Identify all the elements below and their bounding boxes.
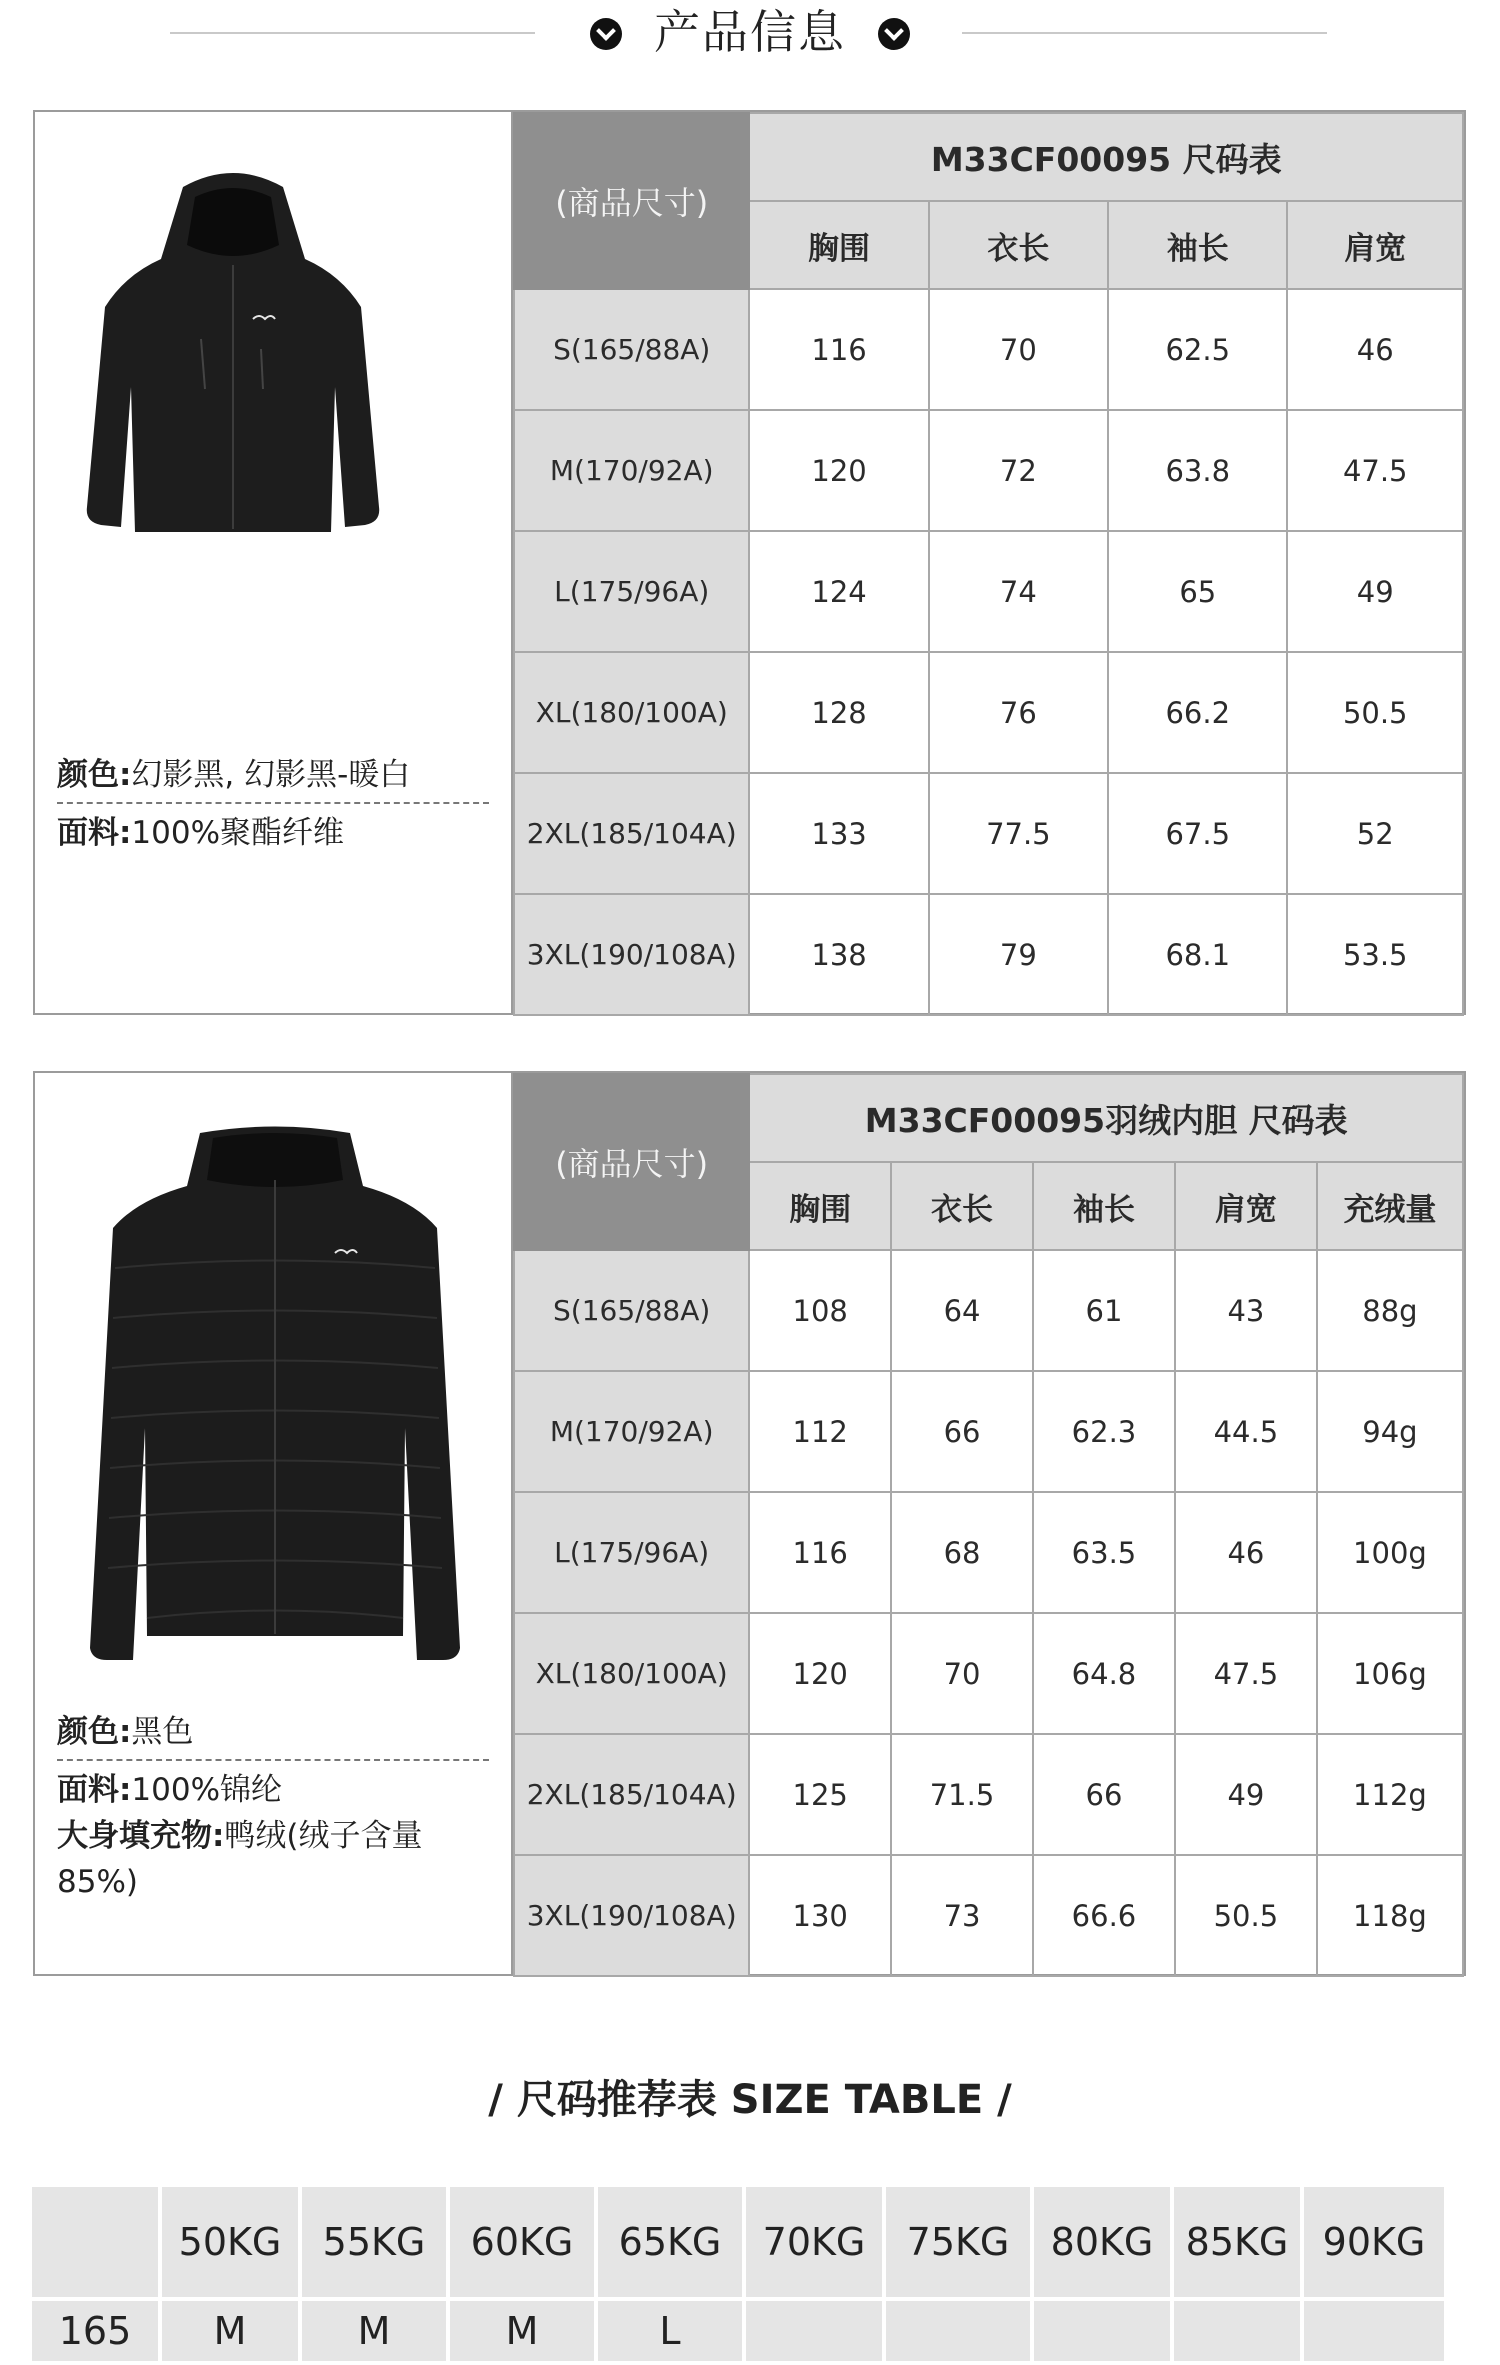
column-header: 胸围 — [749, 201, 928, 289]
table-cell: M — [450, 2301, 594, 2361]
table-cell: 100g — [1317, 1492, 1463, 1613]
table-cell: 47.5 — [1175, 1613, 1317, 1734]
weight-header: 70KG — [746, 2187, 882, 2297]
table-row — [514, 531, 1463, 652]
weight-header: 65KG — [598, 2187, 742, 2297]
table-row — [514, 1492, 1463, 1613]
height-label: 165 — [32, 2301, 158, 2361]
table-cell: M — [162, 2301, 298, 2361]
weight-header: 85KG — [1174, 2187, 1300, 2297]
fabric-label: 面料: — [57, 815, 132, 851]
table-cell: 66.2 — [1108, 652, 1287, 773]
table-cell: 61 — [1033, 1250, 1175, 1371]
section-header — [0, 0, 1500, 70]
table-cell: 46 — [1287, 289, 1463, 410]
table-cell: 112g — [1317, 1734, 1463, 1855]
size-chart-jacket — [33, 110, 1466, 1015]
table-row — [514, 652, 1463, 773]
size-chart-down-liner — [33, 1071, 1466, 1976]
color-line — [57, 1709, 489, 1755]
dashed-divider — [57, 1759, 489, 1761]
size-label: M(170/92A) — [514, 410, 749, 531]
table-cell: 124 — [749, 531, 928, 652]
column-header: 充绒量 — [1317, 1162, 1463, 1250]
table-cell: 66 — [1033, 1734, 1175, 1855]
size-label: L(175/96A) — [514, 1492, 749, 1613]
table-cell: 49 — [1287, 531, 1463, 652]
size-table-2 — [513, 1073, 1464, 1977]
size-label: M(170/92A) — [514, 1371, 749, 1492]
table-cell: 128 — [749, 652, 928, 773]
table-cell: 64 — [891, 1250, 1033, 1371]
table-cell: 68.1 — [1108, 894, 1287, 1015]
table-cell: 50.5 — [1287, 652, 1463, 773]
table-row — [514, 1371, 1463, 1492]
chart-title: M33CF00095 尺码表 — [749, 113, 1463, 201]
table-row — [514, 1613, 1463, 1734]
table-cell: 43 — [1175, 1250, 1317, 1371]
table-cell: 94g — [1317, 1371, 1463, 1492]
table-cell — [746, 2301, 882, 2361]
table-cell: 71.5 — [891, 1734, 1033, 1855]
table-row — [514, 773, 1463, 894]
table-cell: 72 — [929, 410, 1108, 531]
table-row — [514, 1734, 1463, 1855]
table-cell: 77.5 — [929, 773, 1108, 894]
size-table-1 — [513, 112, 1464, 1016]
table-cell: 47.5 — [1287, 410, 1463, 531]
column-header: 衣长 — [891, 1162, 1033, 1250]
size-label: L(175/96A) — [514, 531, 749, 652]
table-cell: 88g — [1317, 1250, 1463, 1371]
table-cell: 116 — [749, 289, 928, 410]
table-cell: 74 — [929, 531, 1108, 652]
table-cell: 66.6 — [1033, 1855, 1175, 1976]
product-info — [57, 752, 489, 856]
table-cell: 46 — [1175, 1492, 1317, 1613]
table-cell: L — [598, 2301, 742, 2361]
table-cell: 68 — [891, 1492, 1033, 1613]
table-cell: 106g — [1317, 1613, 1463, 1734]
table-cell: 125 — [749, 1734, 891, 1855]
table-row — [514, 894, 1463, 1015]
product-panel — [35, 1073, 513, 1974]
table-cell: 52 — [1287, 773, 1463, 894]
table-cell: 130 — [749, 1855, 891, 1976]
table-row — [514, 1250, 1463, 1371]
table-cell: 49 — [1175, 1734, 1317, 1855]
table-cell: 66 — [891, 1371, 1033, 1492]
weight-header: 55KG — [302, 2187, 446, 2297]
table-cell: 118g — [1317, 1855, 1463, 1976]
table-cell: 120 — [749, 1613, 891, 1734]
size-label: 3XL(190/108A) — [514, 1855, 749, 1976]
hooded-jacket-image — [83, 167, 383, 547]
down-jacket-image — [75, 1128, 475, 1668]
table-cell: 133 — [749, 773, 928, 894]
fabric-value: 100%锦纶 — [131, 1772, 283, 1808]
fabric-line — [57, 1767, 489, 1813]
table-cell: 112 — [749, 1371, 891, 1492]
recommend-title: / 尺码推荐表 SIZE TABLE / — [488, 2077, 1012, 2123]
table-cell: 63.8 — [1108, 410, 1287, 531]
column-header: 袖长 — [1108, 201, 1287, 289]
weight-header: 50KG — [162, 2187, 298, 2297]
table-cell: 62.3 — [1033, 1371, 1175, 1492]
color-label: 颜色: — [57, 757, 132, 793]
weight-header: 60KG — [450, 2187, 594, 2297]
fabric-line — [57, 810, 489, 856]
table-cell: 120 — [749, 410, 928, 531]
fill-label: 大身填充物: — [57, 1818, 225, 1854]
size-column-header: (商品尺寸) — [514, 1074, 749, 1250]
chart-title: M33CF00095羽绒内胆 尺码表 — [749, 1074, 1463, 1162]
color-line — [57, 752, 489, 798]
table-cell: 53.5 — [1287, 894, 1463, 1015]
column-header: 衣长 — [929, 201, 1108, 289]
table-cell: 79 — [929, 894, 1108, 1015]
table-cell: 63.5 — [1033, 1492, 1175, 1613]
table-row — [514, 410, 1463, 531]
table-cell: 64.8 — [1033, 1613, 1175, 1734]
table-row — [32, 2187, 1444, 2297]
column-header: 肩宽 — [1287, 201, 1463, 289]
weight-header: 80KG — [1034, 2187, 1170, 2297]
table-cell: 116 — [749, 1492, 891, 1613]
table-row — [514, 1855, 1463, 1976]
size-label: XL(180/100A) — [514, 652, 749, 773]
size-label: XL(180/100A) — [514, 1613, 749, 1734]
table-cell: 108 — [749, 1250, 891, 1371]
weight-header: 90KG — [1304, 2187, 1444, 2297]
table-cell: 65 — [1108, 531, 1287, 652]
table-cell — [1034, 2301, 1170, 2361]
table-cell — [1174, 2301, 1300, 2361]
weight-header: 75KG — [886, 2187, 1030, 2297]
table-cell: 70 — [891, 1613, 1033, 1734]
product-panel — [35, 112, 513, 1013]
product-info — [57, 1709, 489, 1905]
table-cell: 62.5 — [1108, 289, 1287, 410]
fabric-label: 面料: — [57, 1772, 132, 1808]
header-row — [514, 1074, 1463, 1162]
table-cell: M — [302, 2301, 446, 2361]
fabric-value: 100%聚酯纤维 — [131, 815, 345, 851]
table-cell: 73 — [891, 1855, 1033, 1976]
corner-cell — [32, 2187, 158, 2297]
table-cell — [886, 2301, 1030, 2361]
header-row — [514, 113, 1463, 201]
fill-line — [57, 1813, 489, 1905]
color-value: 幻影黑, 幻影黑-暖白 — [131, 757, 411, 793]
table-cell: 138 — [749, 894, 928, 1015]
table-cell: 50.5 — [1175, 1855, 1317, 1976]
fill-value: 鸭绒(绒子含量85%) — [57, 1818, 423, 1900]
size-label: 2XL(185/104A) — [514, 1734, 749, 1855]
column-header: 肩宽 — [1175, 1162, 1317, 1250]
color-value: 黑色 — [131, 1714, 194, 1750]
size-label: 2XL(185/104A) — [514, 773, 749, 894]
table-cell: 70 — [929, 289, 1108, 410]
size-label: S(165/88A) — [514, 1250, 749, 1371]
column-header: 胸围 — [749, 1162, 891, 1250]
color-label: 颜色: — [57, 1714, 132, 1750]
size-label: S(165/88A) — [514, 289, 749, 410]
size-column-header: (商品尺寸) — [514, 113, 749, 289]
size-label: 3XL(190/108A) — [514, 894, 749, 1015]
table-cell — [1304, 2301, 1444, 2361]
table-row — [514, 289, 1463, 410]
dashed-divider — [57, 802, 489, 804]
section-title: 产品信息 — [654, 5, 846, 59]
table-cell: 67.5 — [1108, 773, 1287, 894]
table-cell: 44.5 — [1175, 1371, 1317, 1492]
size-recommend-table — [28, 2183, 1448, 2365]
table-row — [32, 2301, 1444, 2361]
column-header: 袖长 — [1033, 1162, 1175, 1250]
table-cell: 76 — [929, 652, 1108, 773]
